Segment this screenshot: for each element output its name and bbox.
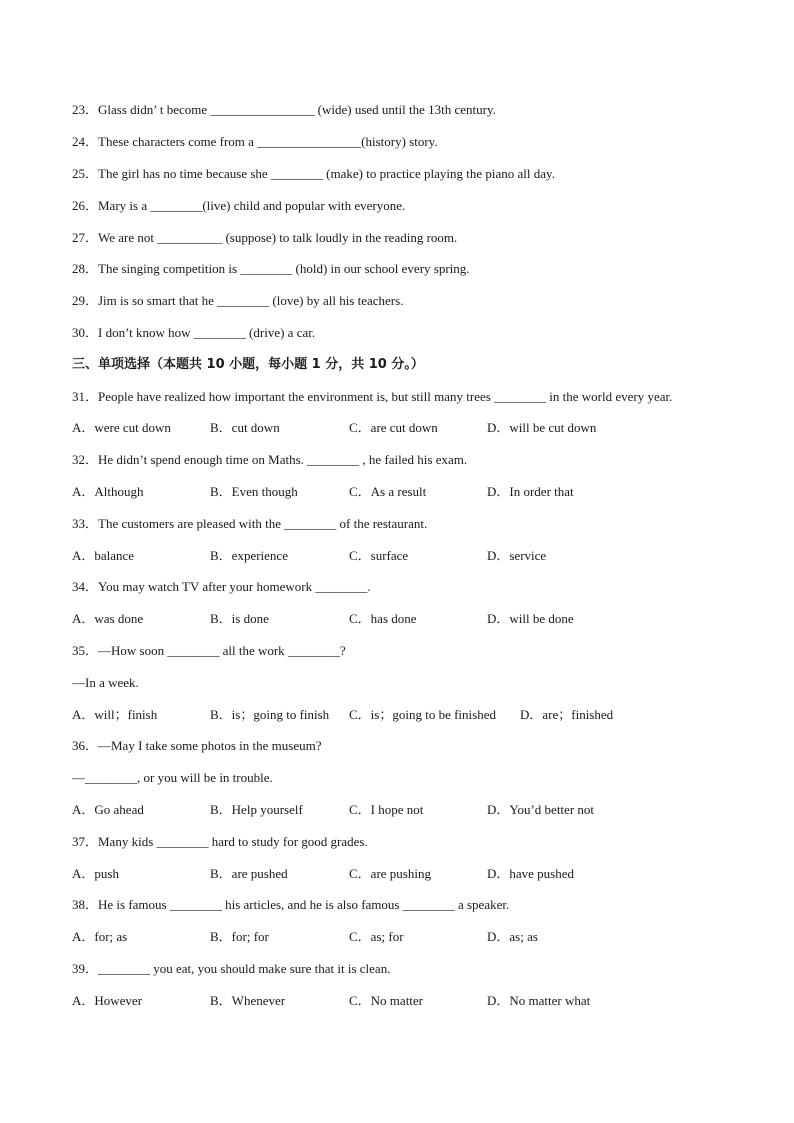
question-32-option-b: B．Even though [210, 484, 298, 499]
question-33-option-a: A．balance [72, 548, 135, 563]
question-31-option-d: D．will be cut down [487, 420, 597, 435]
question-32-option-d: D．In order that [487, 484, 574, 499]
question-39-option-d: D．No matter what [487, 993, 591, 1008]
question-27: 27．We are not __________ (suppose) to talk loudly in the reading room. [72, 230, 458, 245]
question-38-stem: 38．He is famous ________ his articles, and he is also famous ________ a speaker. [72, 897, 510, 912]
question-35-option-c: C．is；going to be finished [349, 707, 496, 722]
question-35-stem: 35．—How soon ________ all the work ________? [72, 643, 346, 658]
question-36-option-c: C．I hope not [349, 802, 424, 817]
question-34-option-a: A．was done [72, 611, 144, 626]
question-31-option-b: B．cut down [210, 420, 280, 435]
question-34-option-b: B．is done [210, 611, 269, 626]
question-31-option-a: A．were cut down [72, 420, 171, 435]
question-38-option-b: B．for; for [210, 929, 269, 944]
question-24: 24．These characters come from a ________________(history) story. [72, 134, 438, 149]
question-34-stem: 34．You may watch TV after your homework ________. [72, 579, 371, 594]
question-36-stem: 36．—May I take some photos in the museum? [72, 738, 322, 753]
question-33-option-d: D．service [487, 548, 547, 563]
question-28: 28．The singing competition is ________ (hold) in our school every spring. [72, 261, 470, 276]
question-26: 26．Mary is a ________(live) child and popular with everyone. [72, 198, 406, 213]
question-34-option-d: D．will be done [487, 611, 574, 626]
question-30: 30．I don’t know how ________ (drive) a car. [72, 325, 316, 340]
question-35-option-a: A．will；finish [72, 707, 158, 722]
question-39-option-c: C．No matter [349, 993, 424, 1008]
question-32-option-c: C．As a result [349, 484, 427, 499]
section-heading: 三、单项选择（本题共 10 小题，每小题 1 分，共 10 分。） [72, 357, 424, 372]
question-37-option-a: A．push [72, 866, 119, 881]
question-37-option-b: B．are pushed [210, 866, 288, 881]
question-31-stem: 31．People have realized how important the environment is, but still many trees ________ in the world every year. [72, 389, 673, 404]
question-32-stem: 32．He didn’t spend enough time on Maths. ________ , he failed his exam. [72, 452, 468, 467]
question-33-option-b: B．experience [210, 548, 288, 563]
question-33-stem: 33．The customers are pleased with the ________ of the restaurant. [72, 516, 428, 531]
question-35-option-b: B．is；going to finish [210, 707, 330, 722]
question-39-option-b: B．Whenever [210, 993, 286, 1008]
question-38-option-d: D．as; as [487, 929, 538, 944]
question-29: 29．Jim is so smart that he ________ (love) by all his teachers. [72, 293, 404, 308]
question-36-option-b: B．Help yourself [210, 802, 303, 817]
question-33-option-c: C．surface [349, 548, 409, 563]
question-35-option-d: D．are；finished [520, 707, 614, 722]
question-36-reply: —________, or you will be in trouble. [72, 770, 273, 785]
question-38-option-a: A．for; as [72, 929, 128, 944]
question-32-option-a: A．Although [72, 484, 144, 499]
question-31-option-c: C．are cut down [349, 420, 438, 435]
question-35-reply: —In a week. [72, 675, 139, 690]
question-38-option-c: C．as; for [349, 929, 404, 944]
question-25: 25．The girl has no time because she ________ (make) to practice playing the piano all day. [72, 166, 555, 181]
question-39-option-a: A．However [72, 993, 143, 1008]
question-37-stem: 37．Many kids ________ hard to study for good grades. [72, 834, 368, 849]
question-23: 23．Glass didn’ t become ________________ (wide) used until the 13th century. [72, 102, 496, 117]
question-36-option-a: A．Go ahead [72, 802, 144, 817]
question-37-option-c: C．are pushing [349, 866, 431, 881]
question-36-option-d: D．You’d better not [487, 802, 595, 817]
question-39-stem: 39．________ you eat, you should make sure that it is clean. [72, 961, 391, 976]
question-37-option-d: D．have pushed [487, 866, 575, 881]
question-34-option-c: C．has done [349, 611, 417, 626]
